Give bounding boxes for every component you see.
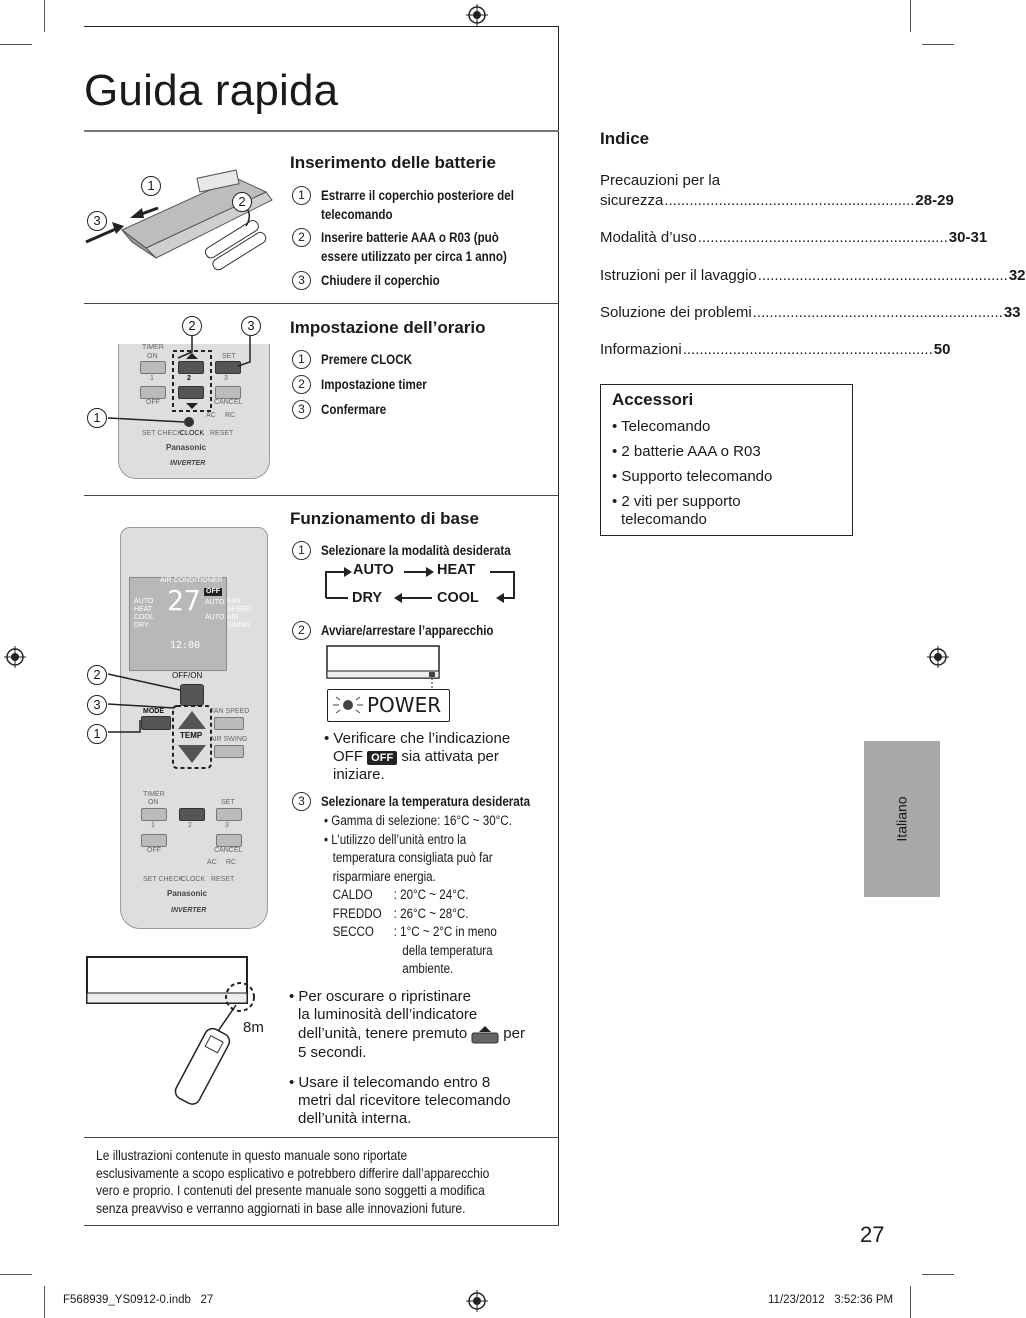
registration-mark-icon [466, 1290, 488, 1312]
note-line: la luminosità dell’indicatore [298, 1006, 478, 1023]
remote-label: OFF [147, 847, 161, 854]
registration-mark-icon [927, 646, 949, 668]
clock-step-3 [292, 400, 397, 419]
index-entry-label: Istruzioni per il lavaggio [600, 267, 757, 284]
note-line: 5 secondi. [298, 1044, 367, 1061]
step-number: 1 [292, 350, 311, 369]
fan-speed-button [214, 717, 244, 730]
index-entry-pages: 50 [933, 341, 951, 358]
callout-3: 3 [241, 316, 261, 336]
note-line: • Usare il telecomando entro 8 [289, 1074, 554, 1092]
footnote-line: vero e proprio. I contenuti del presente manuale sono soggetti a modifica [96, 1182, 485, 1198]
display-fan: FAN SPEED [227, 598, 251, 613]
frame-right-border [558, 26, 559, 1226]
index-entry-label: Informazioni [600, 341, 682, 358]
step-text: Estrarre il coperchio posteriore del [321, 188, 514, 203]
note-line: dell’unità interna. [298, 1110, 412, 1127]
section-title-batteries: Inserimento delle batterie [290, 153, 496, 172]
timer-cancel-button [216, 834, 242, 847]
remote-label: SET [222, 353, 236, 360]
page-title: Guida rapida [84, 66, 339, 115]
step-text: Selezionare la modalità desiderata [321, 543, 511, 558]
remote-label: INVERTER [170, 460, 206, 467]
note-line: • Per oscurare o ripristinare [289, 988, 554, 1006]
crop-mark [922, 1274, 954, 1275]
basic-step-2 [292, 621, 522, 640]
note-line: iniziare. [333, 766, 385, 783]
leader-dots: ............................................................ [757, 267, 1008, 284]
temp-mode: CALDO [332, 887, 373, 902]
note-line: • L’utilizzo dell’unità entro la [324, 831, 512, 850]
callout-3: 3 [87, 211, 107, 231]
footnote-line: senza preavviso e verranno aggiornati in base alle innovazioni future. [96, 1199, 466, 1216]
index-entry-troubleshooting [600, 304, 1021, 321]
remote-label: AIR SWING [210, 736, 248, 743]
section-divider [84, 495, 559, 496]
display-swing: AIR SWING [227, 614, 251, 629]
timer-up-button [179, 808, 205, 821]
language-tab-label: Italiano [894, 796, 910, 842]
basic-leader-lines [96, 660, 196, 750]
index-entry-label: Soluzione dei problemi [600, 304, 752, 321]
step-text: telecomando [321, 207, 393, 222]
title-divider [84, 130, 559, 132]
clock-step-2 [292, 375, 444, 394]
clock-step-1 [292, 350, 427, 369]
remote-label: 2 [188, 822, 192, 829]
mode-auto-label: AUTO [353, 562, 394, 578]
callout-3: 3 [87, 695, 107, 715]
section-divider [84, 1137, 559, 1138]
callout-1: 1 [141, 176, 161, 196]
crop-mark [44, 1286, 45, 1318]
step-number: 3 [292, 271, 311, 290]
footer-file: F568939_YS0912-0.indb 27 [63, 1294, 214, 1306]
step-number: 1 [292, 186, 311, 205]
accessory-item: • Supporto telecomando [612, 468, 772, 486]
step-number: 3 [292, 792, 311, 811]
remote-label: ON [147, 353, 158, 360]
mode-cool-label: COOL [437, 590, 479, 606]
remote-label: SET CHECK [143, 876, 183, 883]
note-line: metri dal ricevitore telecomando [298, 1092, 511, 1109]
footnote-line: Le illustrazioni contenute in questo manuale sono riportate [96, 1147, 408, 1163]
step-text: Chiudere il coperchio [321, 273, 440, 288]
leader-dots: ............................................................ [752, 304, 1003, 321]
section-title-basic: Funzionamento di base [290, 509, 479, 528]
section-divider [84, 303, 559, 304]
indoor-unit-icon [326, 645, 442, 685]
note-line: dell’unità, tenere premuto [298, 1025, 468, 1042]
battery-step-2 [292, 228, 537, 266]
remote-label: OFF [146, 399, 160, 406]
remote-label: AUTO [205, 599, 225, 606]
remote-label: 1 [150, 375, 154, 382]
remote-label: CANCEL [214, 399, 243, 406]
dim-note [289, 988, 554, 1062]
step-text: essere utilizzato per circa 1 anno) [321, 249, 507, 264]
callout-1: 1 [87, 724, 107, 744]
basic-step-3 [292, 792, 564, 811]
up-button-icon [470, 1024, 500, 1044]
footnote [96, 1147, 500, 1217]
temp-notes [324, 812, 512, 979]
page-number: 27 [860, 1222, 885, 1247]
index-entry-pages: 33 [1003, 304, 1021, 321]
index-entry-pages: 28-29 [915, 192, 954, 209]
index-entry-label: Precauzioni per la [600, 172, 721, 189]
timer-on-button [141, 808, 167, 821]
power-lamp-icon [331, 695, 365, 715]
callout-2: 2 [182, 316, 202, 336]
accessory-item: telecomando [621, 511, 707, 528]
remote-label: SET [221, 799, 235, 806]
accessory-item: • 2 batterie AAA o R03 [612, 443, 761, 461]
index-title: Indice [600, 129, 650, 148]
note-line: • Verificare che l’indicazione [324, 730, 554, 748]
remote-label: AIR CONDITIONER [160, 577, 223, 584]
remote-label: 2 [187, 375, 191, 382]
leader-dots: ............................................................ [664, 192, 915, 209]
display-off-badge: OFF [206, 588, 220, 595]
off-badge: OFF [367, 751, 397, 765]
basic-step-1 [292, 541, 542, 560]
note-line: ambiente. [402, 961, 454, 976]
note-line: • Gamma di selezione: 16°C ~ 30°C. [324, 812, 512, 831]
temp-mode: FREDDO [332, 905, 382, 921]
timer-set-button [216, 808, 242, 821]
display-modes: AUTO HEAT COOL DRY [134, 598, 154, 629]
remote-label: TIMER [142, 344, 164, 351]
footnote-line: esclusivamente a scopo esplicativo e potrebbero differire dall’apparecchio [96, 1164, 490, 1181]
callout-2: 2 [232, 192, 252, 212]
footer-timestamp: 11/23/2012 3:52:36 PM [768, 1294, 894, 1306]
crop-mark [0, 1274, 32, 1275]
remote-brand: Panasonic [167, 889, 208, 898]
frame-bottom-border [84, 1225, 559, 1226]
crop-mark [0, 44, 32, 45]
timer-off-button [141, 834, 167, 847]
remote-label: RESET [210, 430, 234, 437]
remote-label: AUTO [205, 614, 225, 621]
index-entry-label: Modalità d’uso [600, 229, 697, 246]
step-text: Premere CLOCK [321, 352, 412, 367]
step-text: Impostazione timer [321, 377, 427, 392]
leader-dots: ............................................................ [697, 229, 948, 246]
temp-range: : 20°C ~ 24°C. [393, 887, 469, 902]
callout-2: 2 [87, 665, 107, 685]
temp-range: : 26°C ~ 28°C. [393, 905, 469, 921]
index-entry-pages: 32 [1008, 267, 1026, 284]
accessories-title: Accessori [612, 390, 694, 409]
note-line: OFF [333, 748, 363, 765]
step-number: 2 [292, 621, 311, 640]
battery-step-1 [292, 186, 545, 224]
display-temperature: 27 [167, 584, 201, 617]
step-text: Selezionare la temperatura desiderata [321, 794, 531, 809]
remote-label: AC [206, 412, 216, 419]
accessory-item: • 2 viti per supporto [612, 493, 741, 511]
remote-label: AC [207, 859, 217, 866]
mode-cycle-diagram [320, 562, 520, 606]
registration-mark-icon [4, 646, 26, 668]
temp-range: : 1°C ~ 2°C in meno [393, 924, 497, 939]
index-entry-usage [600, 229, 988, 246]
index-entry-information [600, 341, 951, 358]
power-label: POWER [367, 693, 442, 717]
leader-dots: ............................................................ [682, 341, 933, 358]
air-swing-button [214, 745, 244, 758]
note-line: sia attivata per [401, 748, 499, 765]
step-text: Avviare/arrestare l’apparecchio [321, 623, 494, 638]
distance-label: 8m [243, 1019, 264, 1036]
crop-mark [910, 1286, 911, 1318]
crop-mark [922, 44, 954, 45]
display-clock: 12:00 [170, 640, 201, 651]
accessory-item: • Telecomando [612, 418, 710, 436]
index-entry-safety [600, 192, 954, 209]
battery-insertion-illustration [86, 170, 276, 270]
crop-mark [910, 0, 911, 32]
remote-label: FAN SPEED [210, 708, 250, 715]
mode-dry-label: DRY [352, 590, 383, 606]
frame-top-border [84, 26, 559, 27]
remote-label: OFF/ON [172, 671, 203, 680]
remote-label: TEMP [180, 731, 203, 740]
registration-mark-icon [466, 4, 488, 26]
section-title-clock: Impostazione dell’orario [290, 318, 486, 337]
remote-label: TIMER [143, 791, 165, 798]
remote-label: ON [148, 799, 159, 806]
index-entry-pages: 30-31 [948, 229, 988, 246]
remote-brand: Panasonic [166, 443, 207, 452]
step-number: 2 [292, 375, 311, 394]
crop-mark [44, 0, 45, 32]
battery-step-3 [292, 271, 459, 290]
remote-label: RC [225, 412, 236, 419]
remote-label: CLOCK [181, 876, 206, 883]
step-number: 3 [292, 400, 311, 419]
remote-label: 3 [224, 375, 228, 382]
remote-label: 3 [225, 822, 229, 829]
remote-label: SET CHECK [142, 430, 182, 437]
step-number: 2 [292, 228, 311, 247]
remote-label: MODE [143, 708, 164, 715]
clock-leader-lines [96, 318, 266, 428]
note-line: della temperatura [402, 942, 493, 958]
note-line: temperatura consigliata può far [332, 850, 493, 865]
remote-label: CLOCK [180, 430, 205, 437]
step-text: Confermare [321, 402, 387, 417]
remote-label: 1 [151, 822, 155, 829]
range-note [289, 1074, 554, 1128]
note-line: risparmiare energia. [332, 868, 436, 884]
temp-mode: SECCO [332, 924, 374, 939]
mode-heat-label: HEAT [437, 562, 476, 578]
index-entry-label: sicurezza [600, 192, 664, 209]
note-line: per [503, 1025, 525, 1042]
step-number: 1 [292, 541, 311, 560]
remote-label: INVERTER [171, 907, 207, 914]
callout-1: 1 [87, 408, 107, 428]
remote-label: CANCEL [214, 847, 243, 854]
remote-label: RESET [211, 876, 235, 883]
off-note [324, 730, 554, 784]
remote-label: RC [226, 859, 237, 866]
index-entry-cleaning [600, 267, 1026, 284]
step-text: Inserire batterie AAA o R03 (può [321, 230, 499, 245]
